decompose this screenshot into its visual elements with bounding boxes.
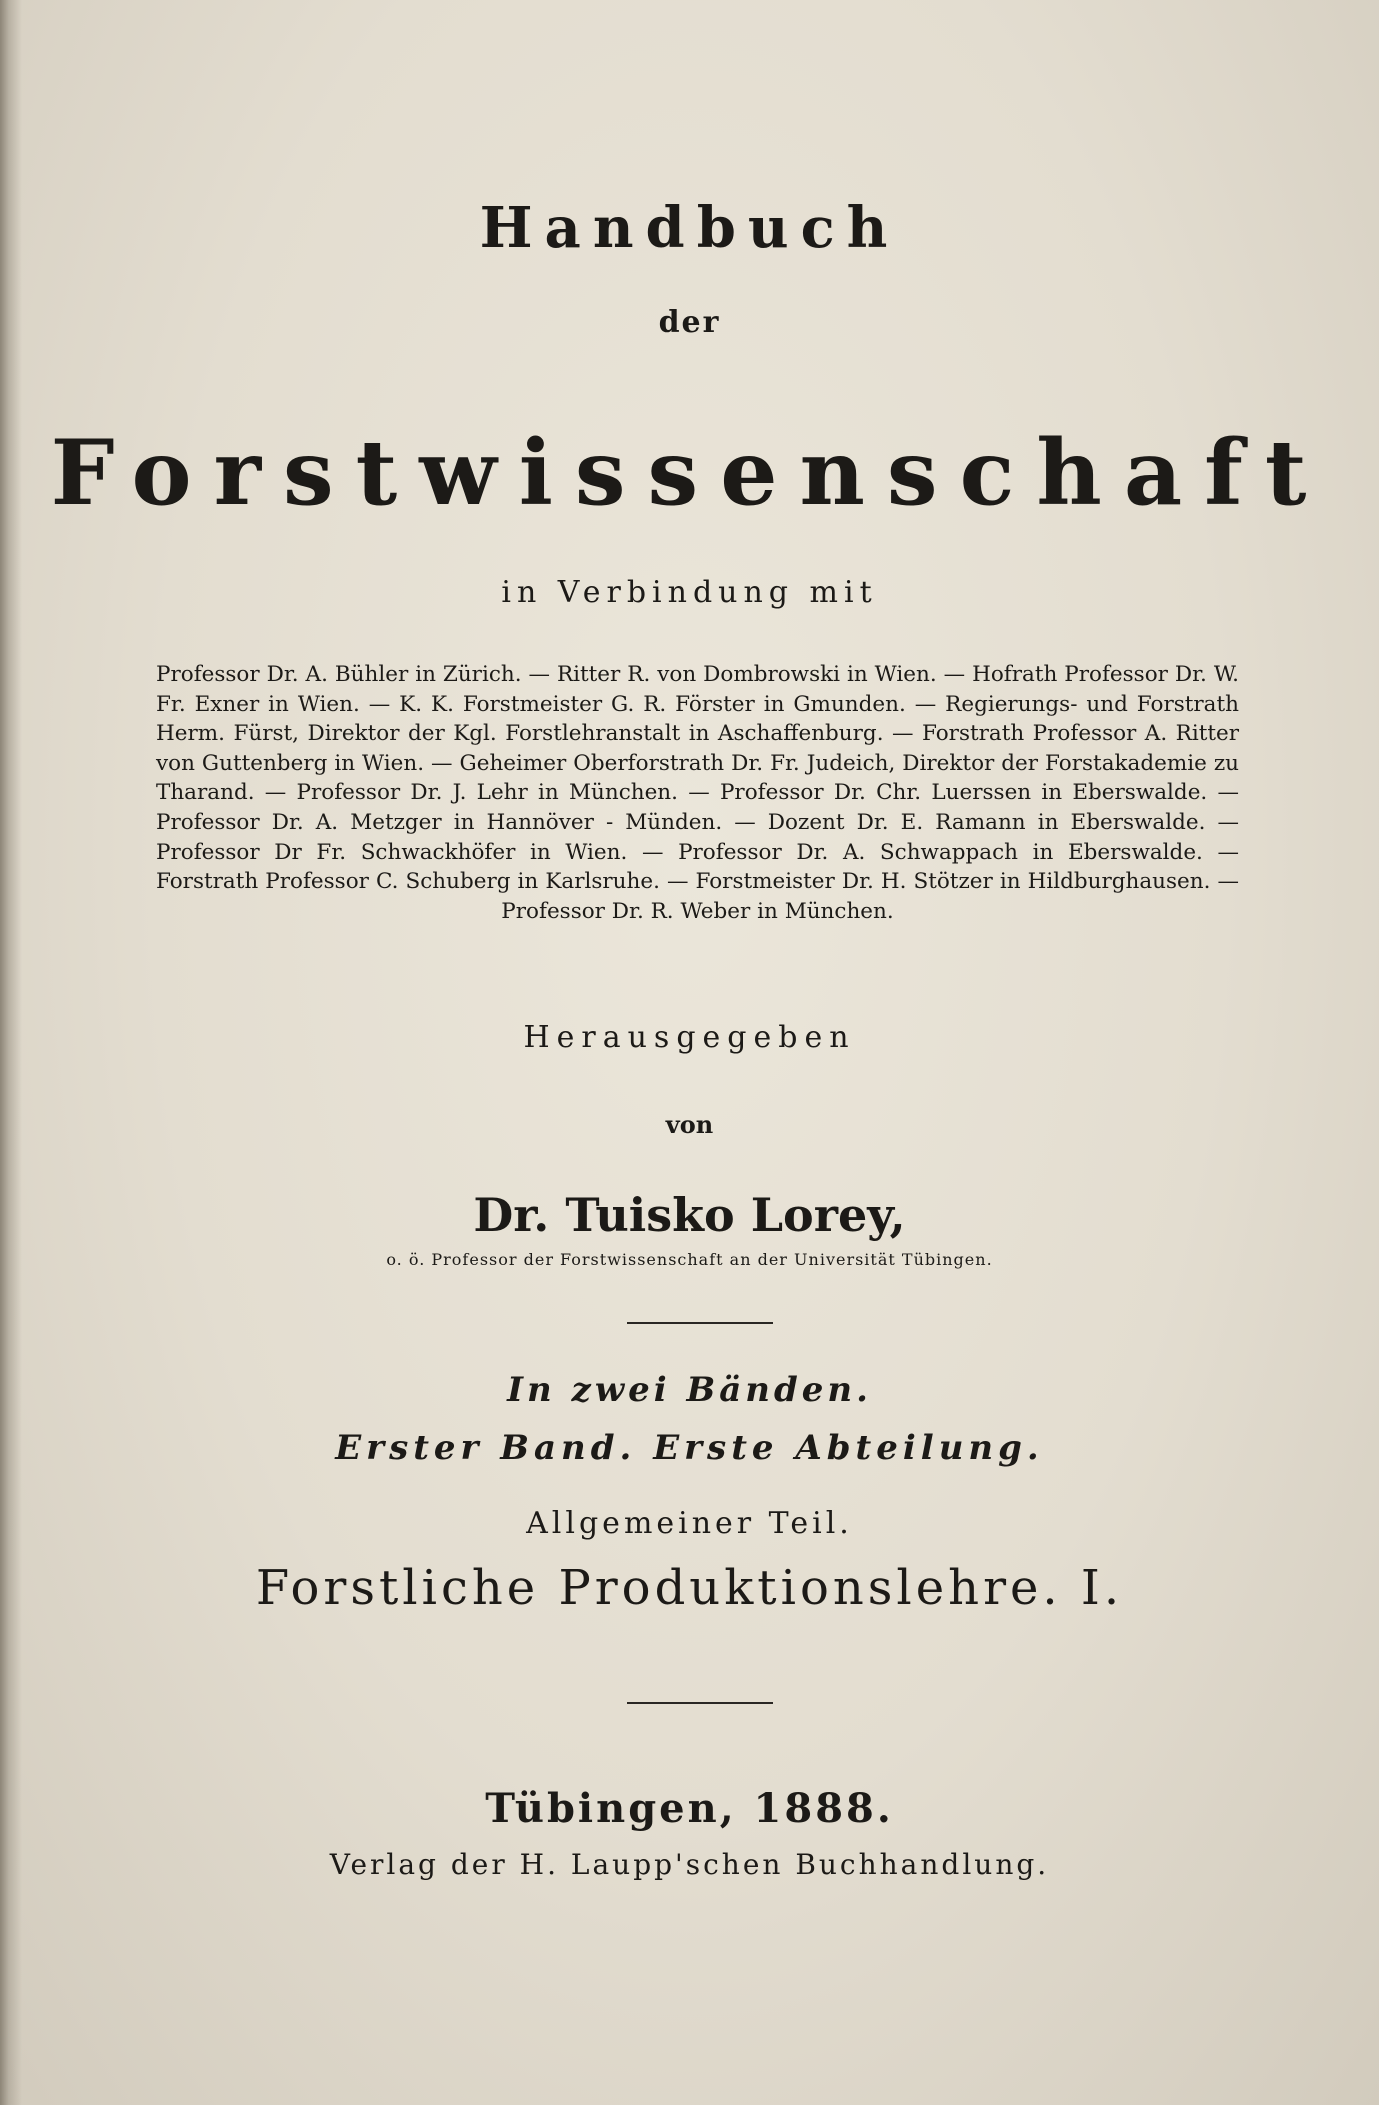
place-year: Tübingen, 1888. bbox=[485, 1785, 894, 1832]
part-title: Allgemeiner Teil. bbox=[526, 1506, 853, 1541]
publisher: Verlag der H. Laupp'schen Buchhandlung. bbox=[329, 1848, 1050, 1881]
divider-rule bbox=[627, 1702, 773, 1704]
divider-rule bbox=[627, 1322, 773, 1324]
subtitle: Forstliche Produktionslehre. I. bbox=[255, 1560, 1124, 1616]
herausgegeben: Herausgegeben bbox=[523, 1020, 856, 1055]
contributors-list: Professor Dr. A. Bühler in Zürich. — Ritter R. von Dombrowski in Wien. — Hofrath Professor Dr. W. Fr. Exner in Wien. — K. K. Forstmeister G. R. Förster in Gmunden. — Regierungs- und Forstrath Herm. Fürst, Direktor der Kgl. Forstlehranstalt in Aschaffenburg. — Forstrath Professor A. Ritter von Guttenberg in Wien. — Geheimer Oberforstrath Dr. Fr. Judeich, Direktor der Forstakademie zu Tharand. — Professor Dr. J. Lehr in München. — Professor Dr. Chr. Luerssen in Eberswalde. — Professor Dr. A. Metzger in Hannöver - Münden. — Dozent Dr. E. Ramann in Eberswalde. — Professor Dr Fr. Schwackhöfer in Wien. — Professor Dr. A. Schwappach in Eberswalde. — Forstrath Professor C. Schuberg in Karlsruhe. — Forstmeister Dr. H. Stötzer in Hildburghausen. — Professor Dr. R. Weber in München. bbox=[156, 662, 1239, 924]
title-forstwissenschaft: Forstwissenschaft bbox=[50, 420, 1329, 526]
in-verbindung-mit: in Verbindung mit bbox=[501, 575, 878, 610]
volumes-note: In zwei Bänden. bbox=[507, 1370, 872, 1410]
title-handbuch: Handbuch bbox=[479, 195, 900, 261]
band-abteilung: Erster Band. Erste Abteilung. bbox=[335, 1428, 1044, 1468]
editor-affiliation: o. ö. Professor der Forstwissenschaft an der Universität Tübingen. bbox=[386, 1250, 993, 1269]
title-der: der bbox=[658, 305, 721, 340]
von: von bbox=[665, 1110, 714, 1139]
editor-name: Dr. Tuisko Lorey, bbox=[473, 1188, 906, 1242]
